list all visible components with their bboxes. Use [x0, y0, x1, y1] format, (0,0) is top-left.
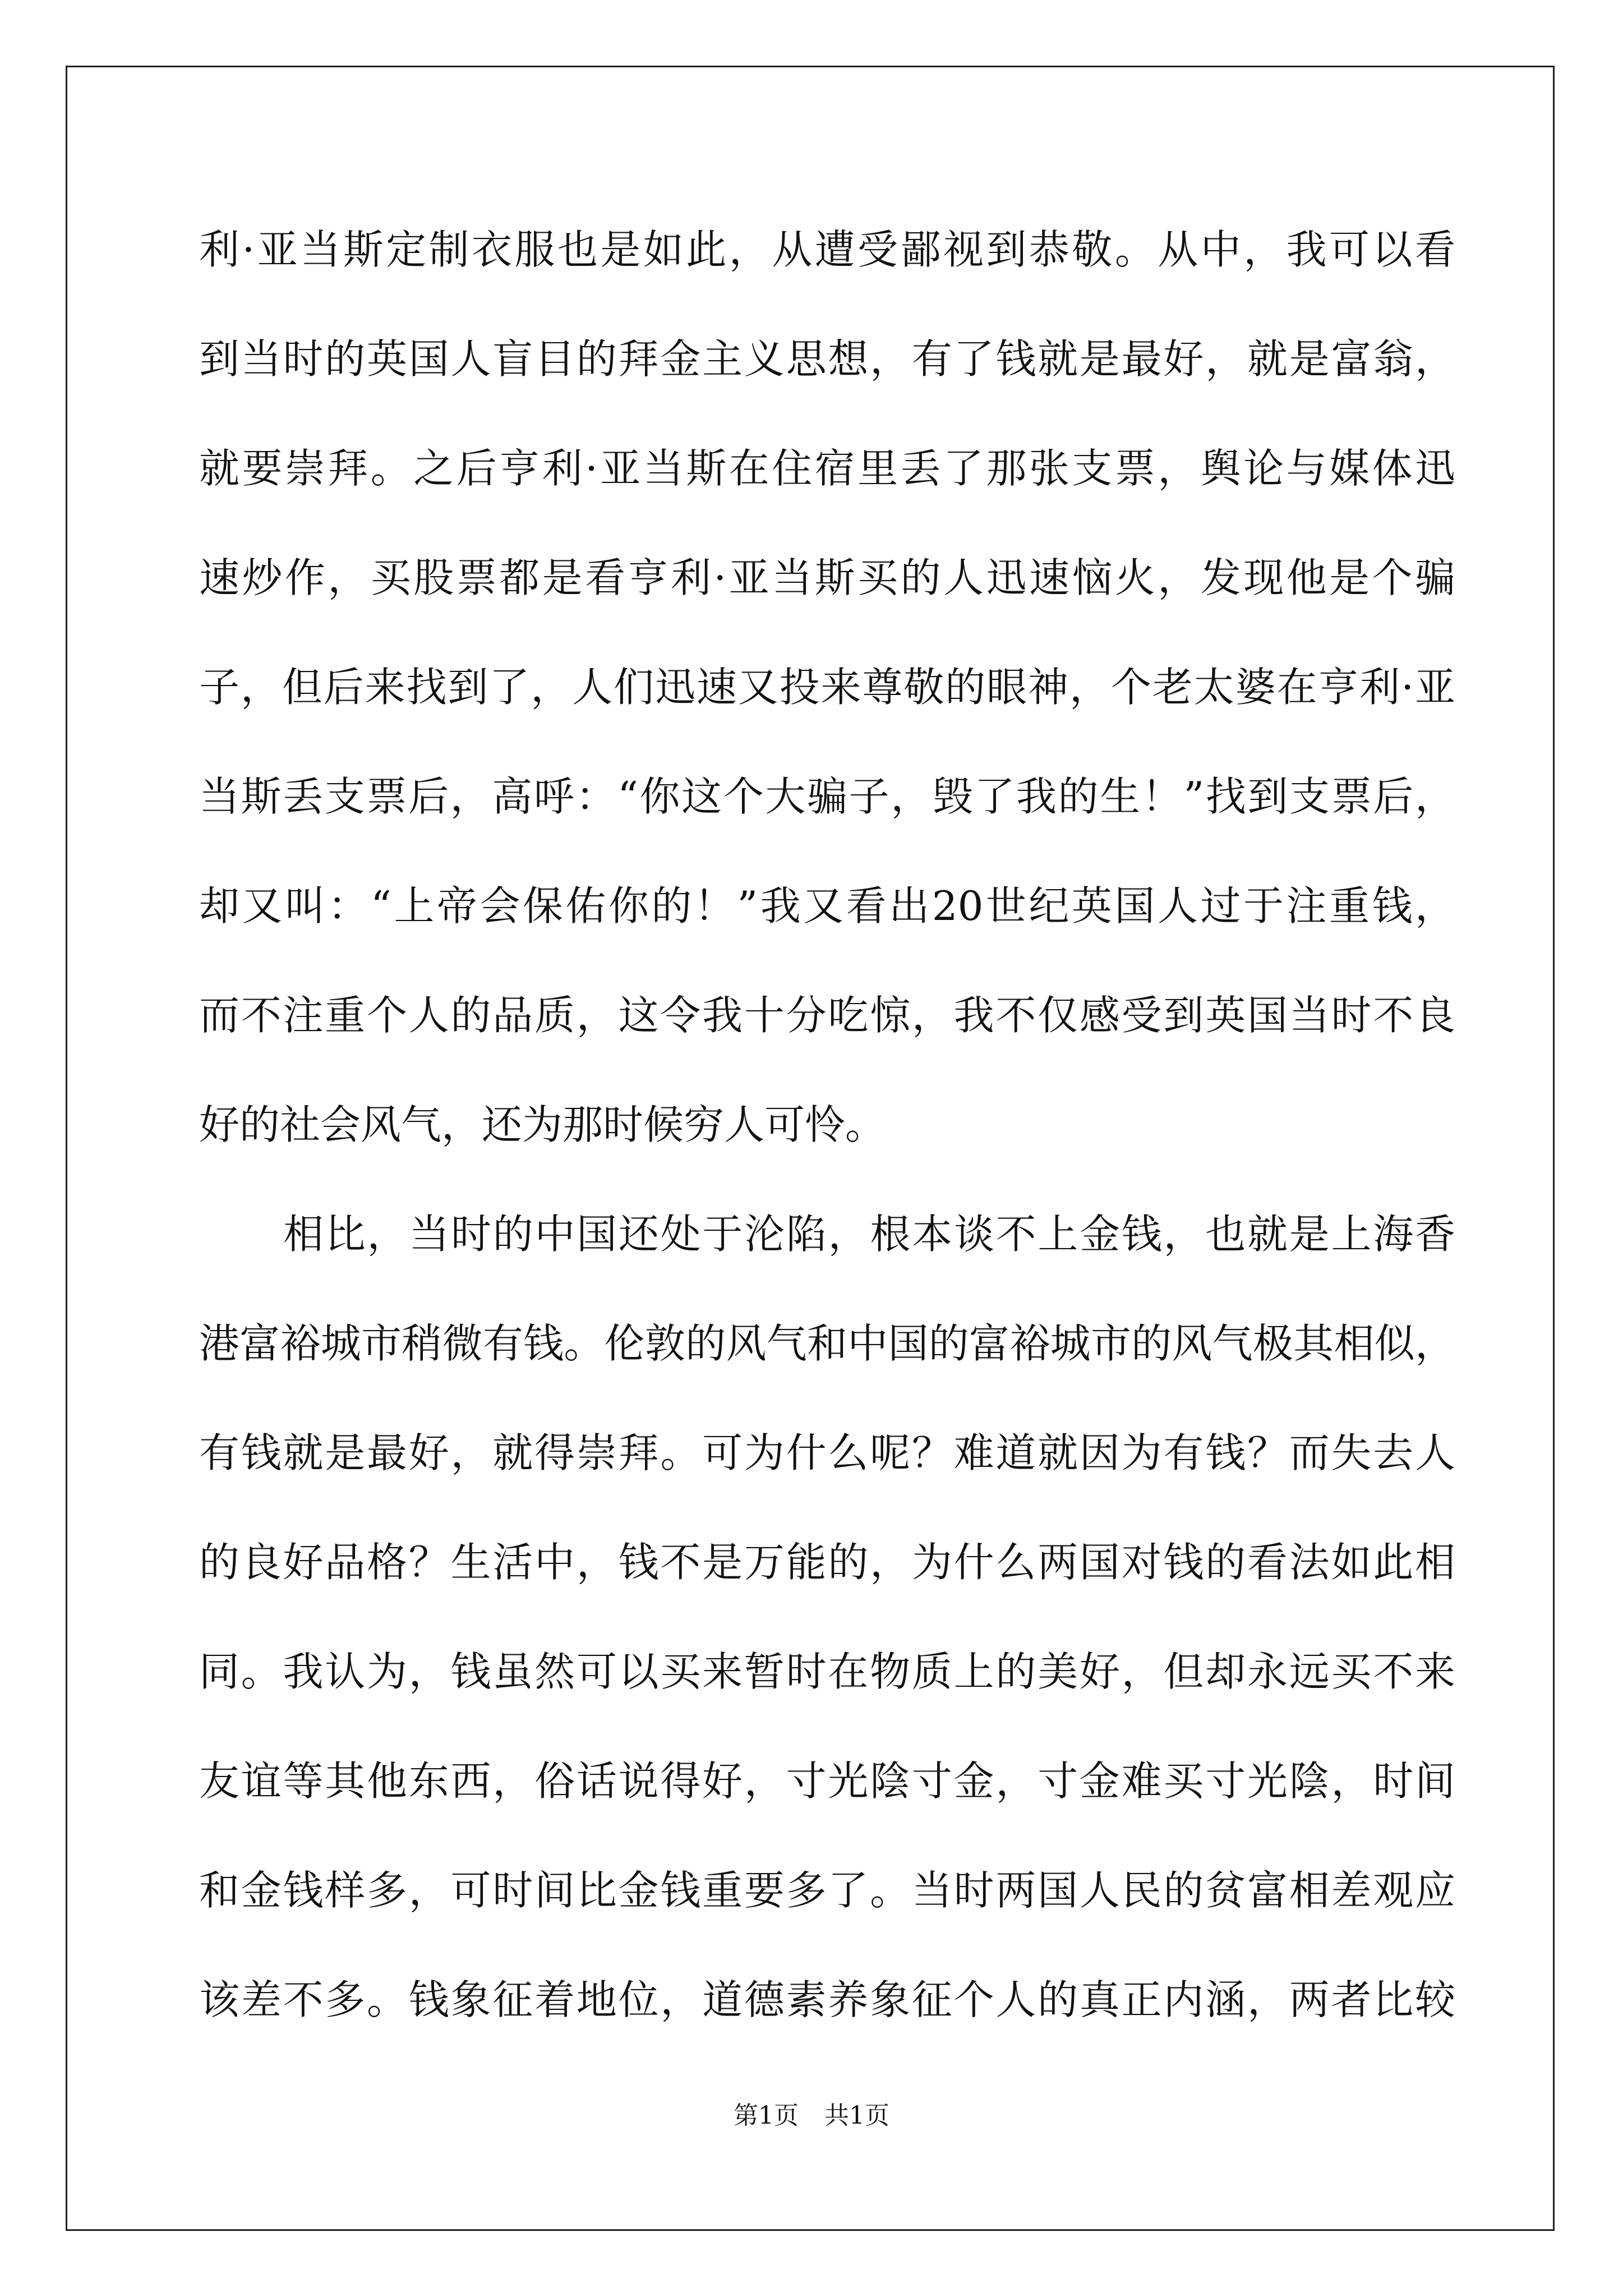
text-line-14: 同。我认为，钱虽然可以买来暂时在物质上的美好，但却永远买不来	[199, 1648, 1455, 1695]
text-line-7: 却又叫：“上帝会保佑你的！”我又看出20世纪英国人过于注重钱，	[199, 882, 1455, 930]
text-line-3: 就要崇拜。之后亨利·亚当斯在住宿里丢了那张支票，舆论与媒体迅	[199, 445, 1455, 492]
text-line-4: 速炒作，买股票都是看亨利·亚当斯买的人迅速恼火，发现他是个骗	[199, 554, 1455, 601]
text-line-11: 港富裕城市稍微有钱。伦敦的风气和中国的富裕城市的风气极其相似，	[199, 1320, 1455, 1367]
page-footer	[0, 2099, 1623, 2133]
page-total: 共1页	[824, 2101, 889, 2130]
text-line-9: 好的社会风气，还为那时候穷人可怜。	[199, 1101, 886, 1148]
text-line-1: 利·亚当斯定制衣服也是如此，从遭受鄙视到恭敬。从中，我可以看	[199, 226, 1455, 273]
text-line-16: 和金钱样多，可时间比金钱重要多了。当时两国人民的贫富相差观应	[199, 1867, 1455, 1914]
document-body	[199, 216, 1455, 2076]
page-number: 第1页	[734, 2101, 799, 2130]
text-line-6: 当斯丢支票后，高呼：“你这个大骗子，毁了我的生！”找到支票后，	[199, 773, 1455, 820]
text-line-2: 到当时的英国人盲目的拜金主义思想，有了钱就是最好，就是富翁，	[199, 335, 1455, 383]
text-line-12: 有钱就是最好，就得崇拜。可为什么呢？难道就因为有钱？而失去人	[199, 1429, 1455, 1476]
text-line-5: 子，但后来找到了，人们迅速又投来尊敬的眼神，个老太婆在亨利·亚	[199, 664, 1455, 711]
text-line-15: 友谊等其他东西，俗话说得好，寸光陰寸金，寸金难买寸光陰，时间	[199, 1757, 1455, 1805]
paragraph-start-line: 相比，当时的中国还处于沦陷，根本谈不上金钱，也就是上海香	[283, 1211, 1455, 1258]
text-line-13: 的良好品格？生活中，钱不是万能的，为什么两国对钱的看法如此相	[199, 1539, 1455, 1586]
text-line-8: 而不注重个人的品质，这令我十分吃惊，我不仅感受到英国当时不良	[199, 992, 1455, 1039]
text-line-17: 该差不多。钱象征着地位，道德素养象征个人的真正内涵，两者比较	[199, 1976, 1455, 2023]
